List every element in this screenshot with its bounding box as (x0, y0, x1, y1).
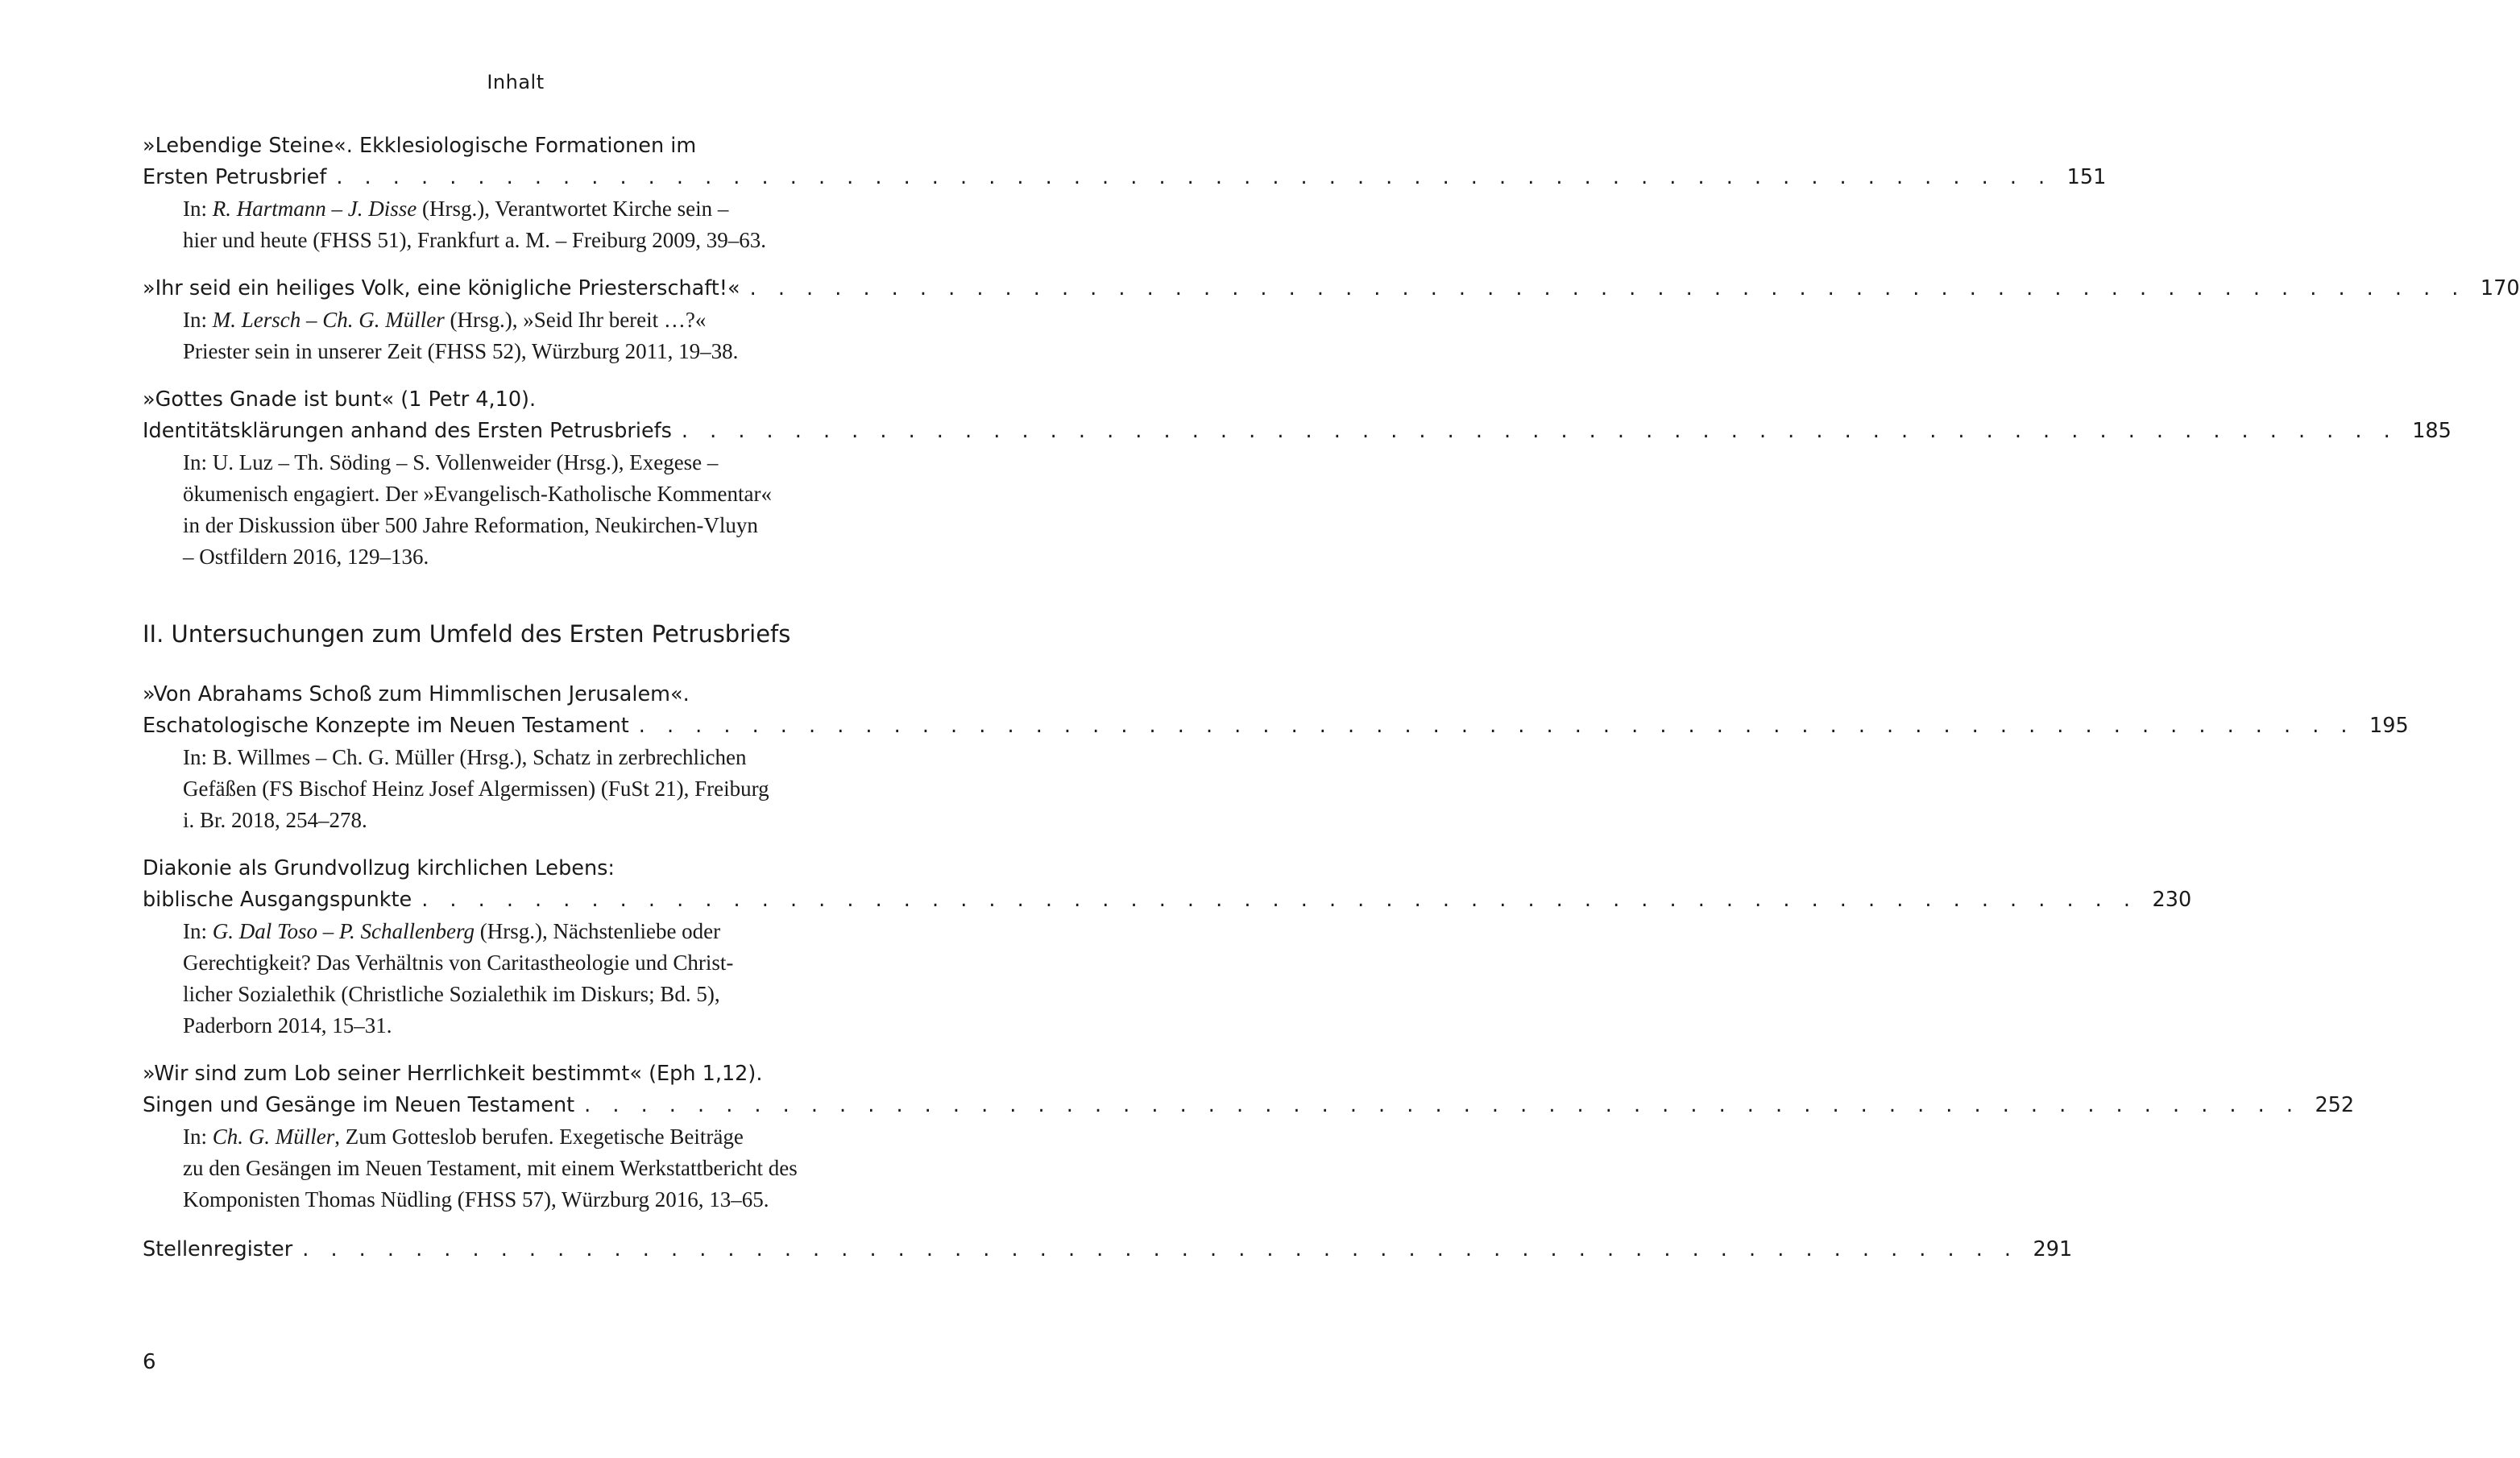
source-line: in der Diskussion über 500 Jahre Reformation, Neukirchen-Vluyn (183, 513, 758, 537)
entry-source: In: Ch. G. Müller, Zum Gotteslob berufen. Exegetische Beiträge zu den Gesängen im Neuen Testament, mit einem Werkstattbericht des Komponisten Thomas Nüdling (FHSS 57), Würzburg 2016, 13–65. (143, 1121, 924, 1216)
page-number: 151 (2066, 165, 2107, 189)
page-number: 195 (2369, 714, 2409, 738)
source-line: ökumenisch engagiert. Der »Evangelisch-Katholische Kommentar« (183, 482, 773, 506)
page-number: 252 (2315, 1093, 2355, 1117)
source-line: Gefäßen (FS Bischof Heinz Josef Algermissen) (FuSt 21), Freiburg (183, 777, 769, 801)
source-line: hier und heute (FHSS 51), Frankfurt a. M. – Freiburg 2009, 39–63. (183, 228, 766, 252)
page-number: 230 (2152, 888, 2192, 912)
page-number: 170 (2480, 276, 2520, 300)
source-line: Gerechtigkeit? Das Verhältnis von Caritastheologie und Christ- (183, 951, 734, 975)
page-number: 185 (2412, 419, 2452, 443)
toc-entry (143, 384, 2452, 573)
entry-title-line: Ersten Petrusbrief (143, 165, 327, 189)
running-head: Inhalt (487, 71, 545, 93)
source-editors: R. Hartmann – J. Disse (212, 197, 417, 221)
entry-title-line: Diakonie als Grundvollzug kirchlichen Lebens: (143, 856, 615, 880)
entry-source (143, 742, 924, 836)
leader-dots: . . . . . . . . . . . . . . . . . . . . . . . . . . . . . . . . . . . . . . . . . . . . . . . . . . . . . . . . . . . . . (749, 276, 2466, 300)
leader-dots: . . . . . . . . . . . . . . . . . . . . . . . . . . . . . . . . . . . . . . . . . . . . . . . . . . . . . . . . . . . . . (681, 419, 2398, 443)
entry-title-line: »Wir sind zum Lob seiner Herrlichkeit bestimmt« (Eph 1,12). (143, 1062, 763, 1086)
source-line: Komponisten Thomas Nüdling (FHSS 57), Würzburg 2016, 13–65. (183, 1187, 769, 1212)
toc-entry (143, 273, 2520, 367)
leader-dots: . . . . . . . . . . . . . . . . . . . . . . . . . . . . . . . . . . . . . . . . . . . . . . . . . . . . . . . . . . . . . (302, 1237, 2019, 1261)
folio-page-number: 6 (143, 1350, 156, 1374)
entry-title-line: »Von Abrahams Schoß zum Himmlischen Jerusalem«. (143, 682, 690, 706)
source-line: i. Br. 2018, 254–278. (183, 808, 367, 832)
source-editors: Ch. G. Müller (212, 1125, 335, 1149)
entry-source: In: G. Dal Toso – P. Schallenberg (Hrsg.), Nächstenliebe oder Gerechtigkeit? Das Verhältnis von Caritastheologie und Christ- licher Sozialethik (Christliche Sozialethik im Diskurs; Bd. 5), Paderborn 2014, 15–31. (143, 916, 924, 1042)
source-line: In: U. Luz – Th. Söding – S. Vollenweider (Hrsg.), Exegese – (183, 450, 719, 474)
toc-entry-register (143, 1234, 2073, 1265)
leader-dots: . . . . . . . . . . . . . . . . . . . . . . . . . . . . . . . . . . . . . . . . . . . . . . . . . . . . . . . . . . . . . (421, 888, 2138, 912)
entry-title-line: »Ihr seid ein heiliges Volk, eine königliche Priesterschaft!« (143, 276, 740, 300)
toc-entry (143, 130, 2107, 256)
source-editors: G. Dal Toso – P. Schallenberg (212, 919, 475, 943)
source-line: – Ostfildern 2016, 129–136. (183, 545, 429, 569)
entry-title-line: Identitätsklärungen anhand des Ersten Petrusbriefs (143, 419, 672, 443)
source-line: licher Sozialethik (Christliche Sozialethik im Diskurs; Bd. 5), (183, 982, 720, 1006)
leader-dots: . . . . . . . . . . . . . . . . . . . . . . . . . . . . . . . . . . . . . . . . . . . . . . . . . . . . . . . . . . . . . (336, 165, 2053, 189)
source-line: zu den Gesängen im Neuen Testament, mit einem Werkstattbericht des (183, 1156, 798, 1180)
entry-title-line: biblische Ausgangspunkte (143, 888, 412, 912)
page-number: 291 (2033, 1237, 2073, 1261)
entry-title-line: »Lebendige Steine«. Ekklesiologische Formationen im (143, 134, 697, 158)
toc-entry (143, 853, 2192, 1042)
source-editors: M. Lersch – Ch. G. Müller (212, 308, 445, 332)
source-line: In: B. Willmes – Ch. G. Müller (Hrsg.), Schatz in zerbrechlichen (183, 745, 747, 769)
entry-title-line: Singen und Gesänge im Neuen Testament (143, 1093, 575, 1117)
entry-source: In: R. Hartmann – J. Disse (Hrsg.), Verantwortet Kirche sein – hier und heute (FHSS 51), Frankfurt a. M. – Freiburg 2009, 39–63. (143, 193, 924, 256)
toc-entry (143, 679, 2409, 836)
leader-dots: . . . . . . . . . . . . . . . . . . . . . . . . . . . . . . . . . . . . . . . . . . . . . . . . . . . . . . . . . . . . . (584, 1093, 2301, 1117)
section-title: II. Untersuchungen zum Umfeld des Ersten Petrusbriefs (143, 620, 791, 648)
entry-source (143, 447, 924, 573)
entry-title-line: »Gottes Gnade ist bunt« (1 Petr 4,10). (143, 387, 537, 412)
table-of-contents (143, 130, 2520, 1265)
entry-source: In: M. Lersch – Ch. G. Müller (Hrsg.), »Seid Ihr bereit …?« Priester sein in unserer Zeit (FHSS 52), Würzburg 2011, 19–38. (143, 304, 924, 367)
entry-title-line: Eschatologische Konzepte im Neuen Testament (143, 714, 629, 738)
source-line: Paderborn 2014, 15–31. (183, 1013, 392, 1038)
entry-title-line: Stellenregister (143, 1237, 293, 1261)
toc-entry (143, 1058, 2355, 1216)
leader-dots: . . . . . . . . . . . . . . . . . . . . . . . . . . . . . . . . . . . . . . . . . . . . . . . . . . . . . . . . . . . . . (638, 714, 2356, 738)
source-line: Priester sein in unserer Zeit (FHSS 52), Würzburg 2011, 19–38. (183, 339, 739, 363)
